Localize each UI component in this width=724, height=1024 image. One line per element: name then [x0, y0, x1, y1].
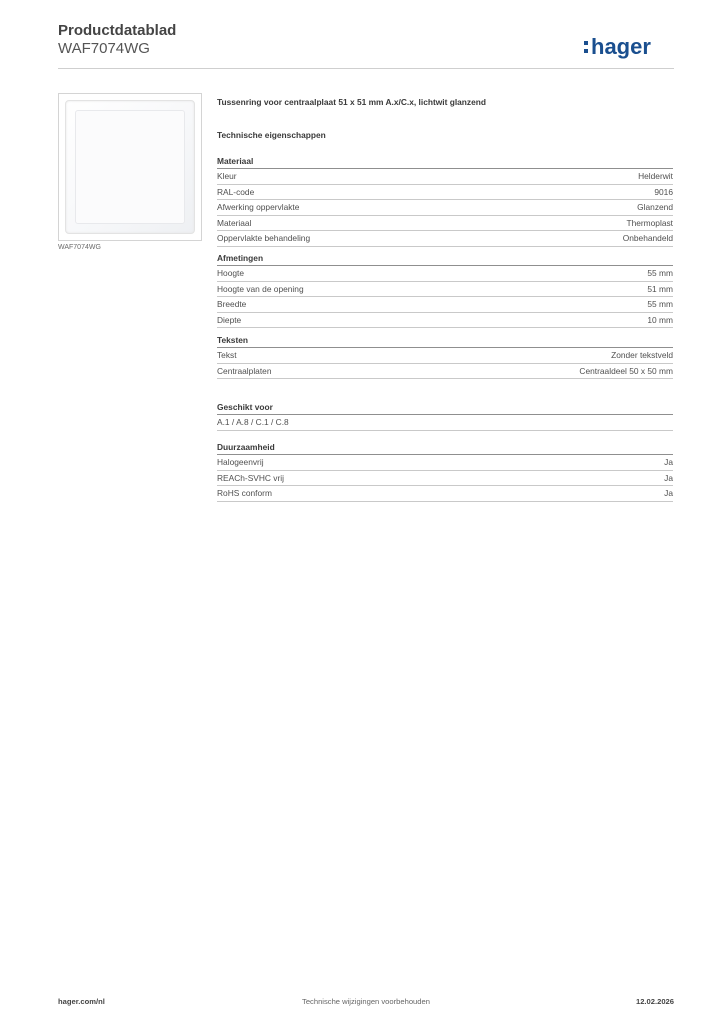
table-row: [217, 216, 673, 232]
frame-opening-shape: [75, 110, 185, 224]
row-value: 10 mm: [647, 314, 673, 325]
technical-properties-title: Technische eigenschappen: [217, 130, 326, 140]
table-row: [217, 455, 673, 471]
section-teksten: [217, 333, 673, 379]
table-row: [217, 415, 673, 431]
table-row: [217, 231, 673, 247]
product-code: WAF7074WG: [58, 40, 150, 57]
section-title: Afmetingen: [217, 251, 673, 266]
row-value: Helderwit: [638, 171, 673, 181]
table-row: [217, 486, 673, 502]
row-label: Breedte: [217, 299, 247, 309]
footer-website: hager.com/nl: [58, 997, 105, 1006]
row-value: 55 mm: [647, 268, 673, 278]
table-row: [217, 282, 673, 298]
footer-disclaimer: Technische wijzigingen voorbehouden: [302, 997, 430, 1006]
row-value: Thermoplast: [626, 217, 673, 228]
row-value: Onbehandeld: [622, 233, 673, 243]
row-label: Hoogte van de opening: [217, 283, 304, 294]
table-row: [217, 471, 673, 487]
page-footer: [58, 997, 674, 1011]
logo-text: hager: [591, 34, 651, 59]
section-title: Materiaal: [217, 154, 673, 169]
row-label: Materiaal: [217, 217, 252, 228]
row-label: Centraalplaten: [217, 365, 272, 376]
row-label: Kleur: [217, 171, 237, 181]
row-label: Hoogte: [217, 268, 245, 278]
row-label: Halogeenvrij: [217, 457, 264, 467]
product-title: Tussenring voor centraalplaat 51 x 51 mm A.x/C.x, lichtwit glanzend: [217, 97, 487, 107]
section-duurzaamheid: [217, 440, 673, 502]
product-image-caption: WAF7074WG: [58, 244, 101, 251]
row-value: Zonder tekstveld: [611, 350, 673, 360]
row-value: Ja: [664, 488, 673, 498]
row-value: Glanzend: [637, 202, 673, 212]
row-value: Ja: [664, 457, 673, 467]
section-geschikt-voor: [217, 400, 673, 431]
section-title: Duurzaamheid: [217, 440, 673, 455]
section-title: Teksten: [217, 333, 673, 348]
table-row: [217, 169, 673, 185]
table-row: [217, 313, 673, 329]
row-value: 51 mm: [647, 283, 673, 294]
table-row: [217, 364, 673, 380]
document-title: Productdatablad: [58, 22, 177, 39]
table-row: [217, 200, 673, 216]
row-label: Afwerking oppervlakte: [217, 202, 300, 212]
table-row: [217, 185, 673, 201]
frame-plate-shape: [65, 100, 195, 234]
row-value: 9016: [654, 186, 673, 197]
row-label: Diepte: [217, 314, 242, 325]
row-label: A.1 / A.8 / C.1 / C.8: [217, 417, 289, 427]
hager-logo: [582, 30, 672, 62]
section-afmetingen: [217, 251, 673, 328]
row-label: RoHS conform: [217, 488, 272, 498]
row-value: Centraaldeel 50 x 50 mm: [579, 365, 673, 376]
table-row: [217, 297, 673, 313]
footer-date: 12.02.2026: [635, 997, 674, 1006]
table-row: [217, 266, 673, 282]
section-title: Geschikt voor: [217, 400, 673, 415]
row-value: 55 mm: [647, 299, 673, 309]
row-value: Ja: [664, 472, 673, 483]
row-label: Oppervlakte behandeling: [217, 233, 311, 243]
header-divider: [58, 68, 674, 69]
product-image: [58, 93, 202, 241]
row-label: RAL-code: [217, 186, 255, 197]
page-header: [58, 22, 674, 70]
section-materiaal: [217, 154, 673, 247]
table-row: [217, 348, 673, 364]
row-label: REACh-SVHC vrij: [217, 472, 285, 483]
row-label: Tekst: [217, 350, 237, 360]
